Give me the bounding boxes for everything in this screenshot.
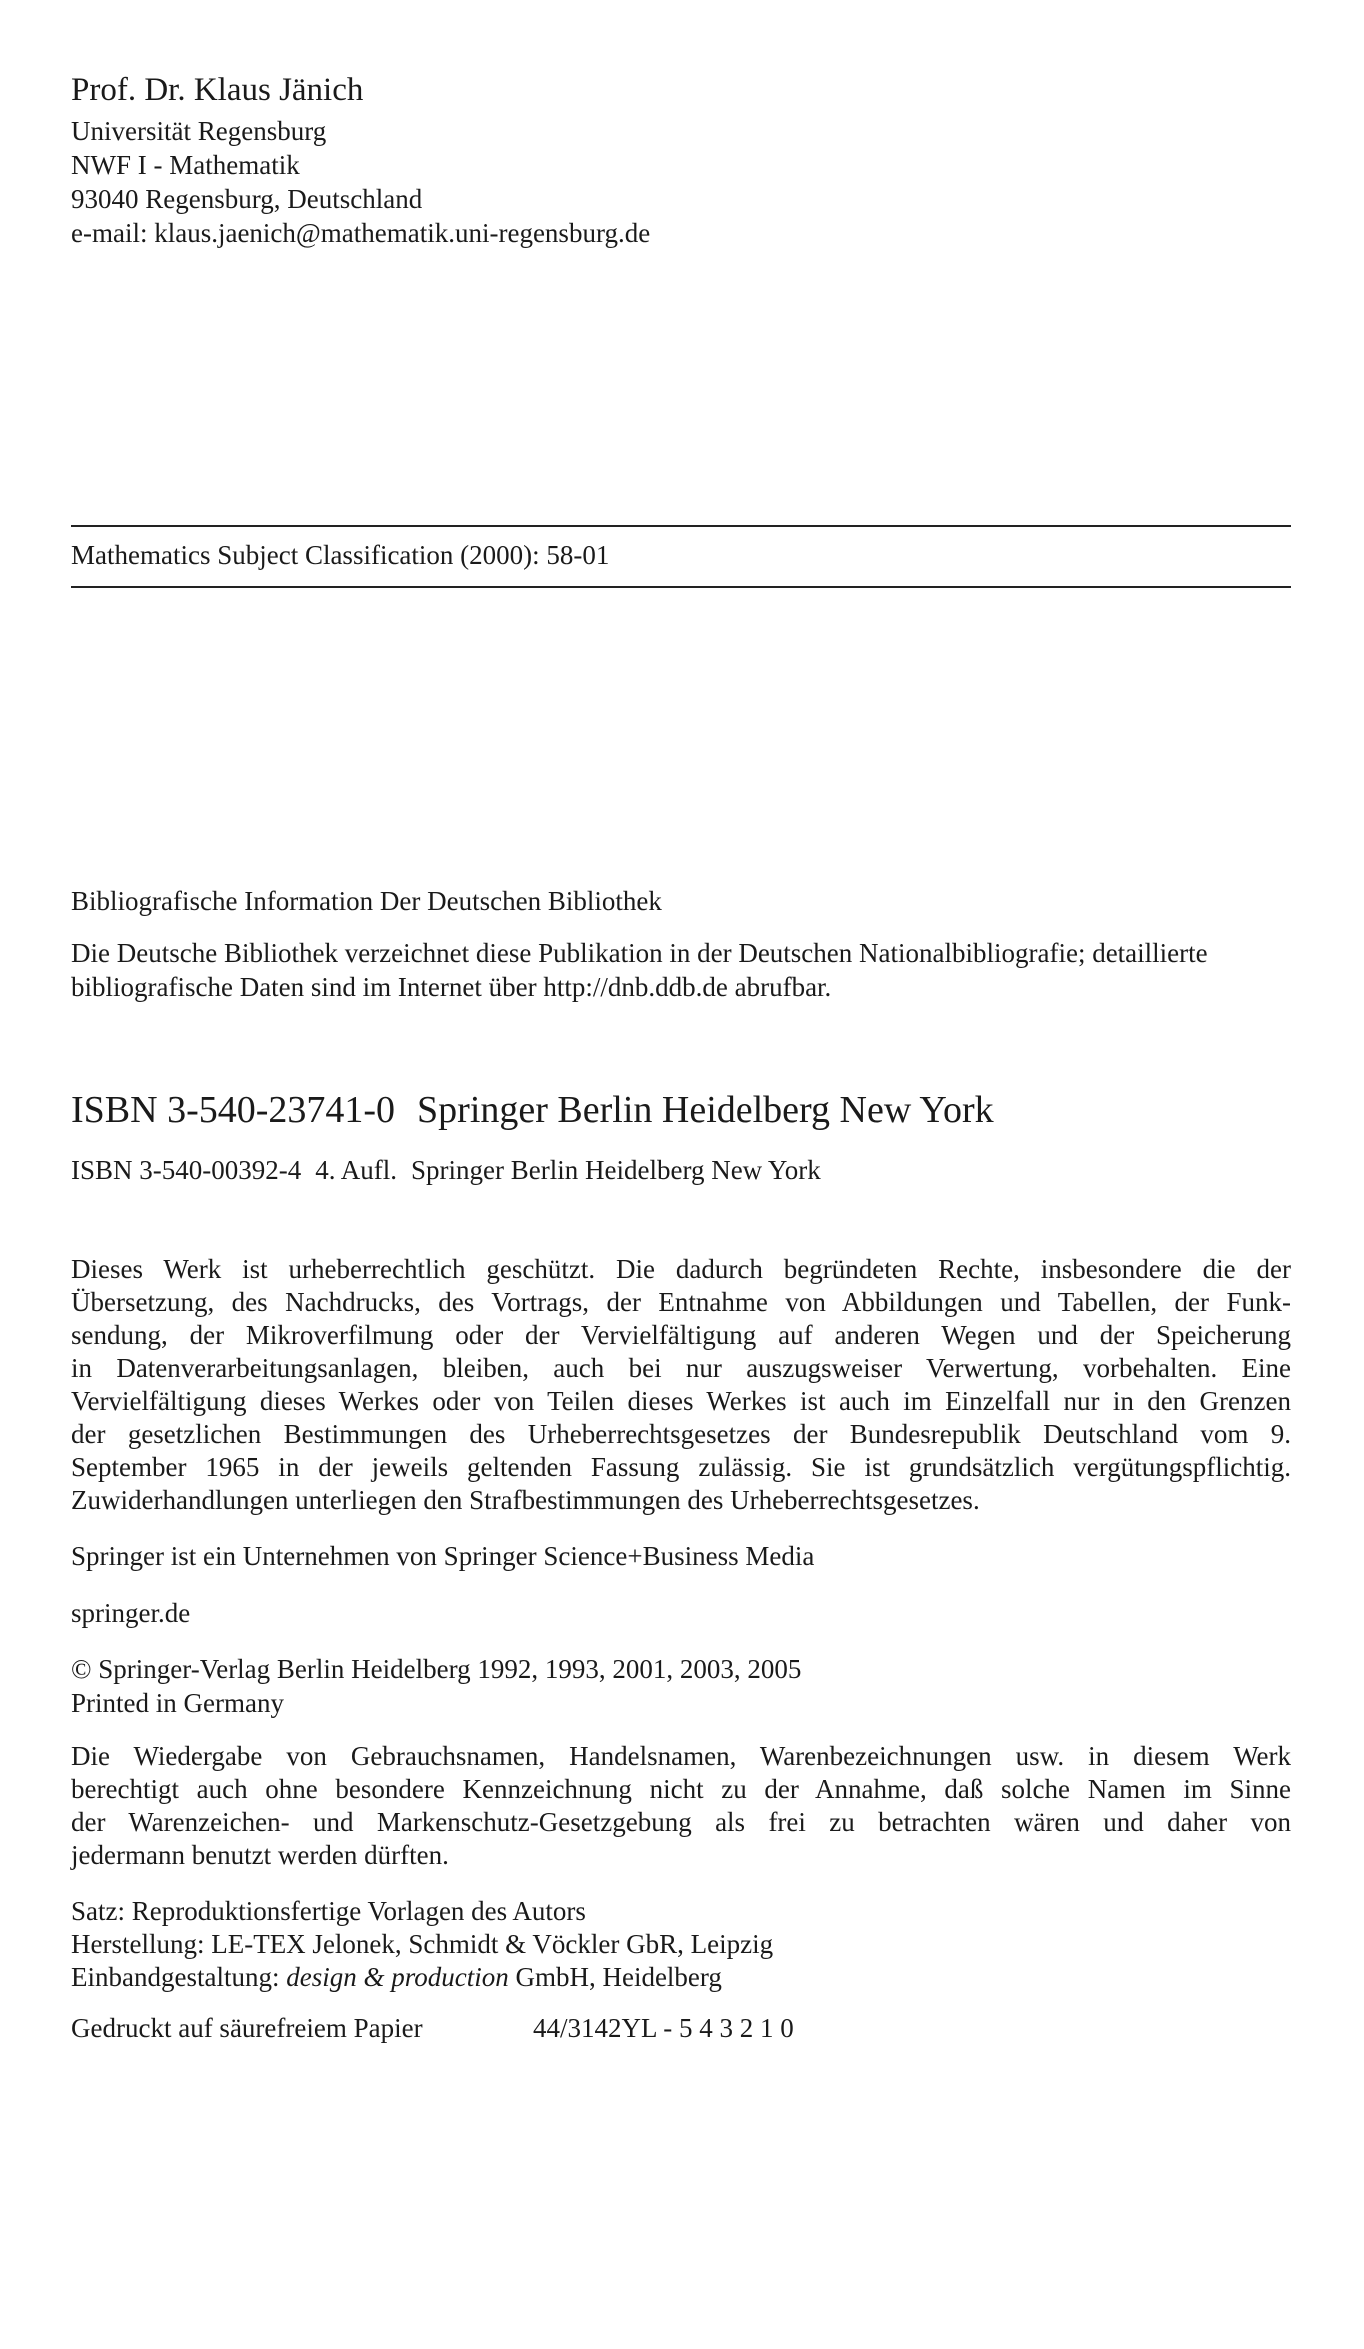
copyright-line: September 1965 in der jeweils geltenden Fassung zulässig. Sie ist grundsätzlich vergütungspflichtig. xyxy=(71,1452,1291,1482)
author-block xyxy=(71,68,1291,250)
print-info xyxy=(71,2010,1291,2046)
isbn-secondary-edition: 4. Aufl. xyxy=(315,1155,398,1185)
copyright-line: in Datenverarbeitungsanlagen, bleiben, auch bei nur auszugsweiser Verwertung, vorbehalten. Eine xyxy=(71,1353,1291,1383)
trademark-line: jedermann benutzt werden dürften. xyxy=(71,1840,449,1870)
trademark-notice xyxy=(71,1740,1291,1872)
trademark-line: berechtigt auch ohne besondere Kennzeichnung nicht zu der Annahme, daß solche Namen im Sinne xyxy=(71,1774,1291,1804)
isbn-secondary-number: ISBN 3-540-00392-4 xyxy=(71,1155,302,1185)
binding-prefix: Einbandgestaltung: xyxy=(71,1962,287,1992)
copyright-line: Dieses Werk ist urheberrechtlich geschützt. Die dadurch begründeten Rechte, insbesondere die der xyxy=(71,1254,1291,1284)
copyright-line: Übersetzung, des Nachdrucks, des Vortrags, der Entnahme von Abbildungen und Tabellen, der Funk- xyxy=(71,1287,1291,1317)
author-affiliation: Universität Regensburg xyxy=(71,116,327,146)
production-credits xyxy=(71,1895,1291,1994)
bibliographic-line: Die Deutsche Bibliothek verzeichnet diese Publikation in der Deutschen Nationalbibliografie; detaillierte xyxy=(71,938,1208,968)
isbn-primary-number: ISBN 3-540-23741-0 xyxy=(71,1089,396,1131)
paper-note: Gedruckt auf säurefreiem Papier xyxy=(71,2013,423,2043)
trademark-line: der Warenzeichen- und Markenschutz-Gesetzgebung als frei zu betrachten wären und daher von xyxy=(71,1807,1291,1837)
company-statement: Springer ist ein Unternehmen von Springer Science+Business Media xyxy=(71,1541,815,1571)
classification-bottom-rule xyxy=(71,586,1291,588)
classification-top-rule xyxy=(71,525,1291,527)
binding-designer: design & production xyxy=(286,1962,509,1992)
typesetting-credit: Satz: Reproduktionsfertige Vorlagen des Autors xyxy=(71,1896,586,1926)
author-city: 93040 Regensburg, Deutschland xyxy=(71,184,423,214)
copyright-line: Vervielfältigung dieses Werkes oder von Teilen dieses Werkes ist auch im Einzelfall nur in den Grenzen xyxy=(71,1386,1291,1416)
copyright-years-line: © Springer-Verlag Berlin Heidelberg 1992, 1993, 2001, 2003, 2005 xyxy=(71,1654,802,1684)
isbn-secondary xyxy=(71,1152,1291,1188)
publisher-website: springer.de xyxy=(71,1598,191,1628)
copyright-line: Zuwiderhandlungen unterliegen den Strafbestimmungen des Urheberrechtsgesetzes. xyxy=(71,1485,980,1515)
author-department: NWF I - Mathematik xyxy=(71,150,300,180)
author-name: Prof. Dr. Klaus Jänich xyxy=(71,72,364,108)
isbn-primary xyxy=(71,1086,1291,1134)
manufacturing-credit: Herstellung: LE-TEX Jelonek, Schmidt & Vöckler GbR, Leipzig xyxy=(71,1929,774,1959)
print-code: 44/3142YL - 5 4 3 2 1 0 xyxy=(533,2013,794,2043)
binding-suffix: GmbH, Heidelberg xyxy=(508,1962,722,1992)
binding-credit xyxy=(71,1961,1291,1994)
isbn-primary-publisher: Springer Berlin Heidelberg New York xyxy=(417,1089,994,1131)
copyright-notice xyxy=(71,1253,1291,1517)
isbn-secondary-publisher: Springer Berlin Heidelberg New York xyxy=(411,1155,821,1185)
copyright-line: der gesetzlichen Bestimmungen des Urheberrechtsgesetzes der Bundesrepublik Deutschland vom 9. xyxy=(71,1419,1291,1449)
bibliographic-text xyxy=(71,936,1291,1004)
trademark-line: Die Wiedergabe von Gebrauchsnamen, Handelsnamen, Warenbezeichnungen usw. in diesem Werk xyxy=(71,1741,1291,1771)
printed-in-line: Printed in Germany xyxy=(71,1688,284,1718)
bibliographic-heading: Bibliografische Information Der Deutschen Bibliothek xyxy=(71,886,662,916)
copyright-years xyxy=(71,1652,1291,1720)
author-email: e-mail: klaus.jaenich@mathematik.uni-regensburg.de xyxy=(71,218,651,248)
bibliographic-line: bibliografische Daten sind im Internet über http://dnb.ddb.de abrufbar. xyxy=(71,972,832,1002)
copyright-line: sendung, der Mikroverfilmung oder der Vervielfältigung auf anderen Wegen und der Speicherung xyxy=(71,1320,1291,1350)
subject-classification: Mathematics Subject Classification (2000): 58-01 xyxy=(71,540,610,570)
